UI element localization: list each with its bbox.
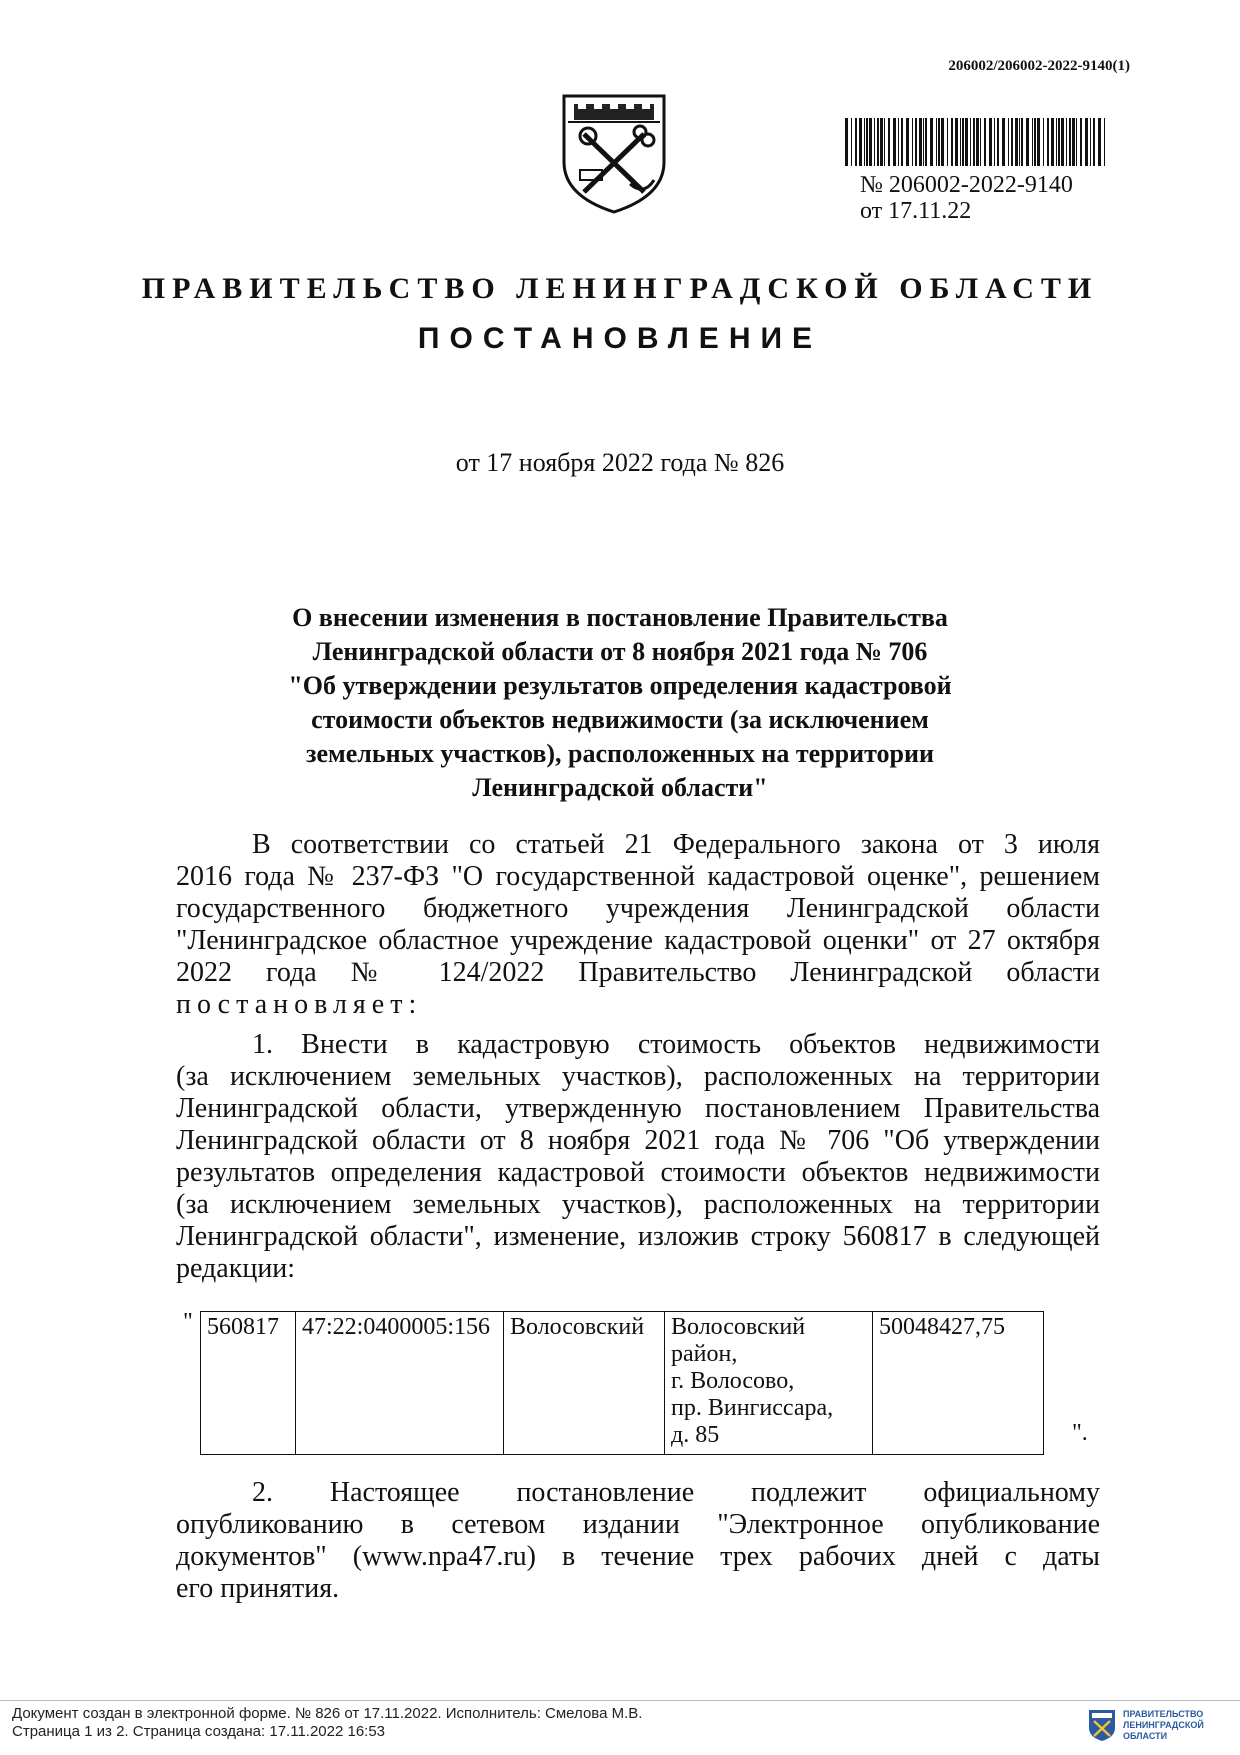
footer-line: Документ создан в электронной форме. № 826 от 17.11.2022. Исполнитель: Смелова М.В. <box>12 1705 643 1722</box>
text-line: 2016 года № 237-ФЗ "О государственной кадастровой оценке", решением <box>176 861 1100 892</box>
subject-line: стоимости объектов недвижимости (за исключением <box>311 705 929 734</box>
subject-line: земельных участков), расположенных на территории <box>306 739 934 768</box>
registry-number: № 206002-2022-9140 <box>860 172 1073 198</box>
text-line: опубликованию в сетевом издании "Электронное опубликование <box>176 1509 1100 1540</box>
table-close-quote: ". <box>1072 1420 1088 1446</box>
row-number-cell: 560817 <box>201 1312 296 1455</box>
cadastral-table <box>200 1311 1044 1455</box>
address-line: Волосовский <box>671 1314 806 1340</box>
address-line: г. Волосово, <box>671 1368 795 1394</box>
text-line: редакции: <box>176 1253 296 1284</box>
text-line: (за исключением земельных участков), расположенных на территории <box>176 1061 1100 1092</box>
document-subject <box>240 601 1000 805</box>
address-cell <box>665 1312 873 1455</box>
subject-line: Ленинградской области от 8 ноября 2021 года № 706 <box>312 637 928 666</box>
item-1-paragraph <box>176 1029 1100 1285</box>
text-line: документов" (www.npa47.ru) в течение трех рабочих дней с даты <box>176 1541 1100 1572</box>
text-line: 2. Настоящее постановление подлежит официальному <box>252 1477 1100 1508</box>
footer-divider <box>0 1700 1240 1701</box>
government-logo <box>1087 1708 1222 1746</box>
subject-line: Ленинградской области" <box>472 773 768 802</box>
address-line: пр. Вингиссара, <box>671 1395 834 1421</box>
district-cell: Волосовский <box>504 1312 665 1455</box>
table-open-quote: " <box>183 1309 193 1335</box>
registry-date: от 17.11.22 <box>860 198 972 224</box>
text-line: В соответствии со статьей 21 Федерального закона от 3 июля <box>252 829 1100 860</box>
text-line: Ленинградской области, утвержденную постановлением Правительства <box>176 1093 1100 1124</box>
item-2-paragraph <box>176 1477 1100 1605</box>
document-date-number: от 17 ноября 2022 года № 826 <box>455 448 785 477</box>
preamble-paragraph <box>176 829 1100 1021</box>
government-title: ПРАВИТЕЛЬСТВО ЛЕНИНГРАДСКОЙ ОБЛАСТИ <box>141 272 1099 305</box>
text-line: 2022 года № 124/2022 Правительство Ленинградской области <box>176 957 1100 988</box>
subject-line: О внесении изменения в постановление Правительства <box>292 603 948 632</box>
registry-code: 206002/206002-2022-9140(1) <box>948 58 1130 74</box>
text-line: "Ленинградское областное учреждение кадастровой оценки" от 27 октября <box>176 925 1100 956</box>
cadastral-number-cell: 47:22:0400005:156 <box>296 1312 504 1455</box>
text-line: результатов определения кадастровой стоимости объектов недвижимости <box>176 1157 1100 1188</box>
text-line: (за исключением земельных участков), расположенных на территории <box>176 1189 1100 1220</box>
logo-line: ПРАВИТЕЛЬСТВО <box>1123 1709 1204 1719</box>
text-line: его принятия. <box>176 1573 340 1604</box>
table-row <box>201 1312 1044 1455</box>
document-type: ПОСТАНОВЛЕНИЕ <box>417 322 823 355</box>
text-line: Ленинградской области от 8 ноября 2021 года № 706 "Об утверждении <box>176 1125 1100 1156</box>
text-line: государственного бюджетного учреждения Ленинградской области <box>176 893 1100 924</box>
coat-of-arms-icon <box>1087 1708 1117 1742</box>
coat-of-arms-icon <box>558 92 670 214</box>
address-line: район, <box>671 1341 738 1367</box>
text-line: постановляет: <box>176 989 423 1020</box>
text-line: 1. Внести в кадастровую стоимость объектов недвижимости <box>252 1029 1100 1060</box>
text-line: Ленинградской области", изменение, изложив строку 560817 в следующей <box>176 1221 1100 1252</box>
footer-line: Страница 1 из 2. Страница создана: 17.11.2022 16:53 <box>12 1723 386 1740</box>
address-line: д. 85 <box>671 1422 720 1448</box>
cadastral-value-cell: 50048427,75 <box>873 1312 1044 1455</box>
subject-line: "Об утверждении результатов определения кадастровой <box>288 671 952 700</box>
footer-info <box>12 1705 642 1741</box>
barcode-icon <box>845 118 1110 166</box>
logo-line: ОБЛАСТИ <box>1123 1731 1168 1741</box>
logo-line: ЛЕНИНГРАДСКОЙ <box>1123 1720 1204 1730</box>
